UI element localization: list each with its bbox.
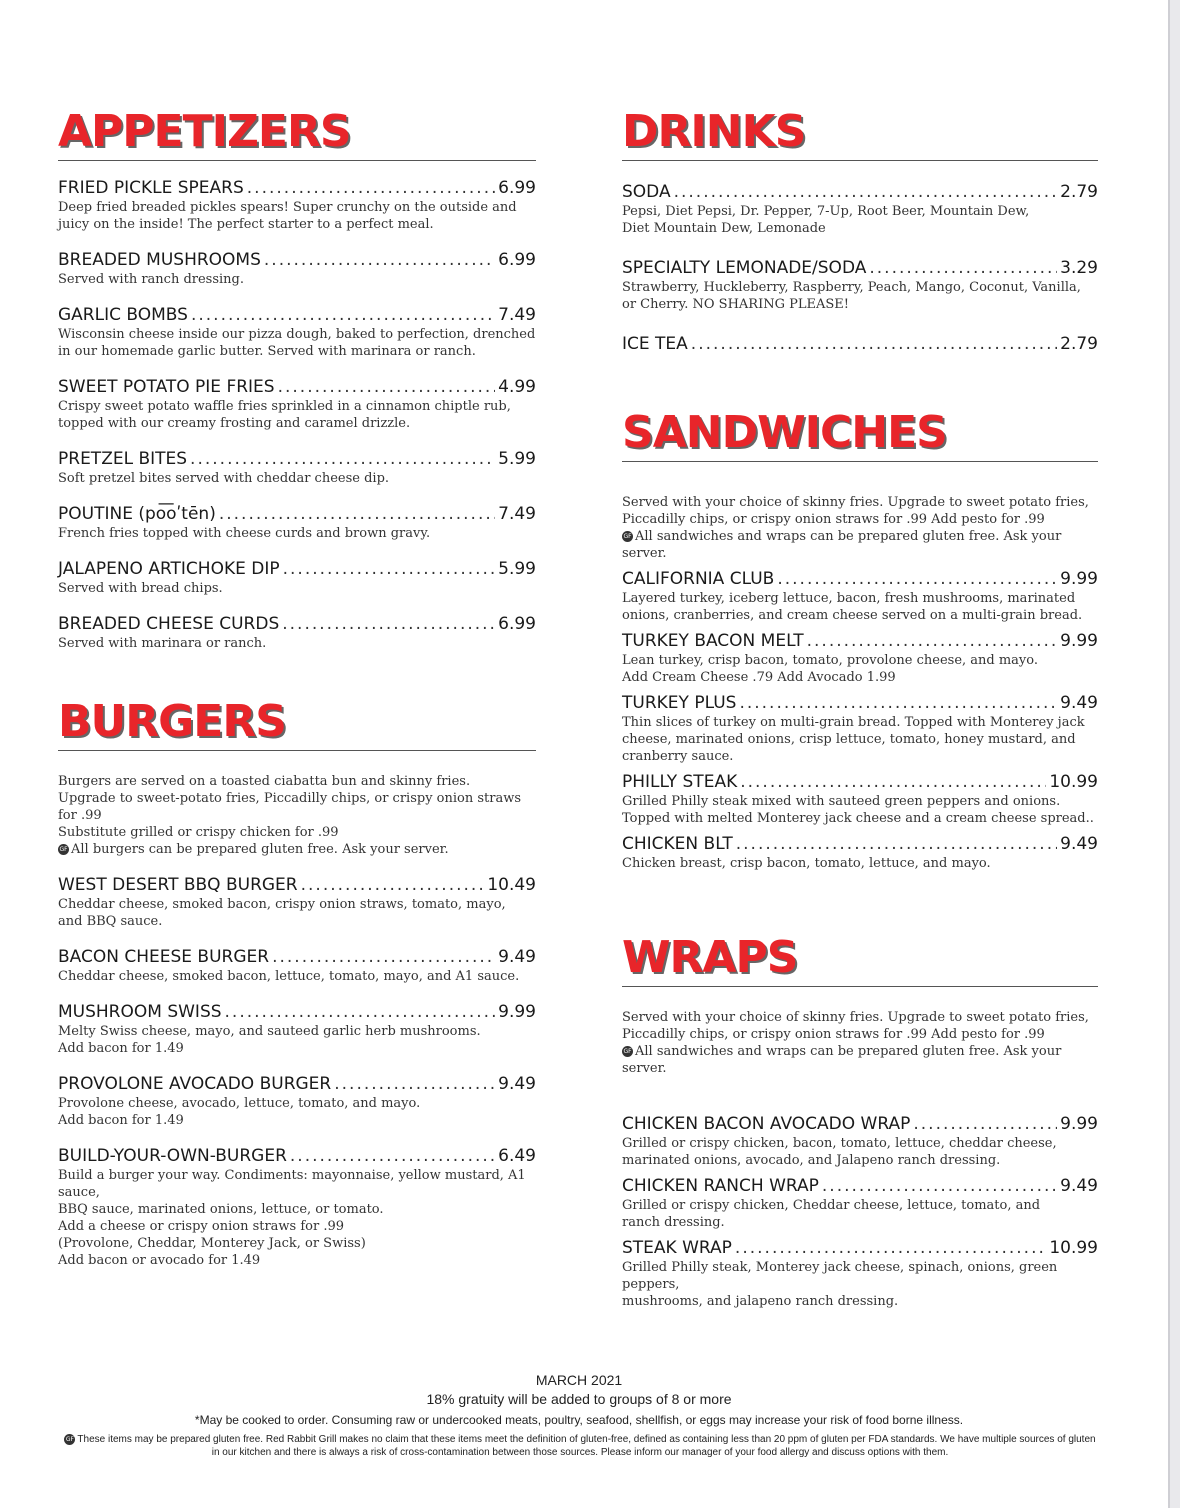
burgers-intro-line: Substitute grilled or crispy chicken for .99	[58, 825, 339, 840]
menu-item	[58, 874, 536, 930]
menu-item	[622, 692, 1098, 765]
menu-item	[58, 448, 536, 487]
menu-item-line	[58, 503, 536, 525]
menu-item-description: Add a cheese or crispy onion straws for .99	[58, 1219, 345, 1234]
menu-item-price: 6.99	[498, 178, 536, 198]
sandwiches-intro	[622, 494, 1098, 562]
menu-item-description: Chicken breast, crisp bacon, tomato, lettuce, and mayo.	[622, 856, 991, 871]
menu-date: MARCH 2021	[535, 1372, 623, 1388]
menu-item-description: Pepsi, Diet Pepsi, Dr. Pepper, 7-Up, Root Beer, Mountain Dew,	[622, 204, 1030, 219]
dot-leader	[247, 177, 495, 199]
menu-item	[58, 304, 536, 360]
burgers-heading: BURGERS	[58, 696, 286, 747]
menu-item	[58, 1145, 536, 1269]
menu-item-name: PROVOLONE AVOCADO BURGER	[58, 1074, 332, 1094]
menu-item-description: ranch dressing.	[622, 1215, 725, 1230]
dot-leader	[807, 630, 1058, 652]
appetizers-section	[58, 106, 536, 652]
menu-item-name: CHICKEN BACON AVOCADO WRAP	[622, 1114, 911, 1134]
menu-item-description: in our homemade garlic butter. Served with marinara or ranch.	[58, 344, 476, 359]
wraps-rule	[622, 986, 1098, 987]
sandwiches-gf-text: All sandwiches and wraps can be prepared gluten free. Ask your server.	[622, 529, 1062, 561]
drinks-list	[622, 181, 1098, 355]
menu-item-price: 9.99	[1060, 569, 1098, 589]
menu-item-name: SWEET POTATO PIE FRIES	[58, 377, 275, 397]
dot-leader	[219, 503, 495, 525]
menu-item-price: 10.49	[487, 875, 536, 895]
menu-item-description: Strawberry, Huckleberry, Raspberry, Peach, Mango, Coconut, Vanilla,	[622, 280, 1081, 295]
menu-item-price: 9.49	[498, 947, 536, 967]
menu-item-line	[622, 333, 1098, 355]
menu-item-description: Diet Mountain Dew, Lemonade	[622, 221, 826, 236]
gluten-free-icon: GF	[65, 1435, 74, 1443]
menu-item-description: Build a burger your way. Condiments: mayonnaise, yellow mustard, A1 sauce,	[58, 1168, 526, 1200]
menu-item-description: juicy on the inside! The perfect starter to a perfect meal.	[58, 217, 434, 232]
menu-item	[622, 333, 1098, 355]
sandwiches-list	[622, 568, 1098, 872]
menu-item-description: Topped with melted Monterey jack cheese and a cream cheese spread..	[622, 811, 1094, 826]
dot-leader	[740, 771, 1046, 793]
menu-item-price: 4.99	[498, 377, 536, 397]
menu-item-name: SODA	[622, 182, 671, 202]
menu-item-description: Deep fried breaded pickles spears! Super crunchy on the outside and	[58, 200, 517, 215]
menu-item-name: POUTINE (po͞oʹtēn)	[58, 504, 216, 524]
gluten-free-icon: GF	[623, 533, 632, 540]
menu-item-price: 5.99	[498, 559, 536, 579]
menu-item	[58, 613, 536, 652]
menu-item-description: Wisconsin cheese inside our pizza dough, baked to perfection, drenched	[58, 327, 536, 342]
dot-leader	[777, 568, 1057, 590]
menu-item-price: 6.99	[498, 614, 536, 634]
sandwiches-gf-note	[622, 528, 1098, 562]
menu-item-name: PRETZEL BITES	[58, 449, 188, 469]
menu-item-price: 5.99	[498, 449, 536, 469]
menu-item-price: 9.49	[1060, 834, 1098, 854]
menu-item-description: and BBQ sauce.	[58, 914, 163, 929]
menu-item-line	[622, 630, 1098, 652]
gluten-free-disclaimer-text: These items may be prepared gluten free. Red Rabbit Grill makes no claim that these items meet the definition of gluten-free, defined as containing less than 20 ppm of gluten per FDA standards. We have multiple sources of gluten in our kitchen and there is always a risk of cross-contamination between those sources. Please inform our manager of your food allergy and discuss options with them.	[77, 1434, 1096, 1458]
menu-item-line	[622, 692, 1098, 714]
gluten-free-icon: GF	[623, 1048, 632, 1055]
menu-item-description: (Provolone, Cheddar, Monterey Jack, or Swiss)	[58, 1236, 366, 1251]
dot-leader	[225, 1001, 496, 1023]
menu-item	[622, 1113, 1098, 1169]
gluten-free-disclaimer	[60, 1433, 1100, 1459]
menu-item-price: 2.79	[1060, 334, 1098, 354]
dot-leader	[334, 1073, 495, 1095]
menu-item-description: Served with ranch dressing.	[58, 272, 244, 287]
dot-leader	[869, 257, 1057, 279]
menu-item-description: Grilled or crispy chicken, Cheddar cheese, lettuce, tomato, and	[622, 1198, 1041, 1213]
menu-item-line	[622, 771, 1098, 793]
menu-item-description: Grilled Philly steak mixed with sauteed green peppers and onions.	[622, 794, 1061, 809]
menu-item-description: topped with our creamy frosting and caramel drizzle.	[58, 416, 411, 431]
menu-item-name: CHICKEN BLT	[622, 834, 733, 854]
menu-item-name: TURKEY PLUS	[622, 693, 737, 713]
menu-item	[622, 771, 1098, 827]
menu-item-line	[58, 613, 536, 635]
sandwiches-heading: SANDWICHES	[622, 407, 947, 458]
menu-item-description: Served with bread chips.	[58, 581, 223, 596]
appetizers-list	[58, 177, 536, 652]
menu-item-price: 6.49	[498, 1146, 536, 1166]
menu-item-description: marinated onions, avocado, and Jalapeno ranch dressing.	[622, 1153, 1001, 1168]
wraps-section	[622, 932, 1098, 1310]
menu-item	[58, 1001, 536, 1057]
appetizers-rule	[58, 160, 536, 161]
burgers-intro	[58, 773, 536, 858]
menu-item-description: Grilled or crispy chicken, bacon, tomato, lettuce, cheddar cheese,	[622, 1136, 1057, 1151]
menu-item-description: Cheddar cheese, smoked bacon, lettuce, tomato, mayo, and A1 sauce.	[58, 969, 520, 984]
food-safety-warning: *May be cooked to order. Consuming raw or undercooked meats, poultry, seafood, shellfish, or eggs may increase your risk of food borne illness.	[194, 1413, 964, 1427]
menu-item-name: GARLIC BOMBS	[58, 305, 188, 325]
menu-item	[58, 249, 536, 288]
menu-item-price: 9.99	[498, 1002, 536, 1022]
menu-item	[58, 503, 536, 542]
wraps-gf-text: All sandwiches and wraps can be prepared gluten free. Ask your server.	[622, 1044, 1062, 1076]
menu-item-name: CHICKEN RANCH WRAP	[622, 1176, 819, 1196]
menu-item-price: 9.49	[1060, 1176, 1098, 1196]
menu-item-line	[58, 874, 536, 896]
menu-item	[622, 181, 1098, 237]
dot-leader	[283, 558, 496, 580]
dot-leader	[190, 448, 495, 470]
wraps-list	[622, 1113, 1098, 1310]
menu-item-description: Thin slices of turkey on multi-grain bread. Topped with Monterey jack	[622, 715, 1085, 730]
menu-item	[58, 1073, 536, 1129]
sandwiches-section	[622, 407, 1098, 872]
menu-item-price: 9.49	[1060, 693, 1098, 713]
menu-item-name: TURKEY BACON MELT	[622, 631, 804, 651]
menu-item-line	[58, 946, 536, 968]
menu-item-name: BREADED MUSHROOMS	[58, 250, 261, 270]
menu-item-description: Grilled Philly steak, Monterey jack cheese, spinach, onions, green peppers,	[622, 1260, 1058, 1292]
gratuity-note: 18% gratuity will be added to groups of 8 or more	[426, 1391, 732, 1407]
menu-item-name: BREADED CHEESE CURDS	[58, 614, 280, 634]
menu-item-line	[622, 1175, 1098, 1197]
menu-item-name: SPECIALTY LEMONADE/SODA	[622, 258, 867, 278]
dot-leader	[913, 1113, 1057, 1135]
appetizers-heading: APPETIZERS	[58, 106, 351, 157]
burgers-gf-note	[58, 841, 536, 858]
menu-item-description: Add Cream Cheese .79 Add Avocado 1.99	[622, 670, 896, 685]
dot-leader	[290, 1145, 495, 1167]
menu-item-line	[622, 1237, 1098, 1259]
menu-item-price: 7.49	[498, 504, 536, 524]
menu-item	[58, 376, 536, 432]
dot-leader	[822, 1175, 1057, 1197]
dot-leader	[282, 613, 495, 635]
dot-leader	[191, 304, 495, 326]
menu-item-name: WEST DESERT BBQ BURGER	[58, 875, 298, 895]
menu-item-description: Layered turkey, iceberg lettuce, bacon, fresh mushrooms, marinated	[622, 591, 1076, 606]
menu-item-description: Melty Swiss cheese, mayo, and sauteed garlic herb mushrooms.	[58, 1024, 481, 1039]
menu-item	[622, 568, 1098, 624]
menu-item-price: 10.99	[1049, 772, 1098, 792]
menu-item-description: BBQ sauce, marinated onions, lettuce, or tomato.	[58, 1202, 384, 1217]
menu-item-description: French fries topped with cheese curds and brown gravy.	[58, 526, 431, 541]
wraps-gf-note	[622, 1043, 1098, 1077]
menu-item-price: 9.99	[1060, 1114, 1098, 1134]
menu-item-name: MUSHROOM SWISS	[58, 1002, 222, 1022]
sandwiches-intro-line: Served with your choice of skinny fries. Upgrade to sweet potato fries,	[622, 495, 1089, 510]
menu-item-line	[58, 448, 536, 470]
menu-item-description: Soft pretzel bites served with cheddar cheese dip.	[58, 471, 390, 486]
menu-item	[622, 630, 1098, 686]
menu-item-line	[58, 376, 536, 398]
menu-item	[622, 1237, 1098, 1310]
menu-item-name: ICE TEA	[622, 334, 688, 354]
page-edge	[1168, 0, 1170, 1508]
menu-item-description: Add bacon for 1.49	[58, 1113, 184, 1128]
gluten-free-icon: GF	[59, 846, 68, 853]
menu-item-description: Served with marinara or ranch.	[58, 636, 267, 651]
menu-item-line	[622, 1113, 1098, 1135]
dot-leader	[691, 333, 1057, 355]
menu-item-name: BUILD-YOUR-OWN-BURGER	[58, 1146, 287, 1166]
dot-leader	[278, 376, 496, 398]
menu-item-price: 10.99	[1049, 1238, 1098, 1258]
menu-item-name: BACON CHEESE BURGER	[58, 947, 270, 967]
dot-leader	[739, 692, 1057, 714]
wraps-intro-line: Served with your choice of skinny fries. Upgrade to sweet potato fries,	[622, 1010, 1089, 1025]
menu-item-line	[58, 249, 536, 271]
menu-item-description: mushrooms, and jalapeno ranch dressing.	[622, 1294, 899, 1309]
menu-item-price: 9.99	[1060, 631, 1098, 651]
menu-item	[58, 558, 536, 597]
menu-item-line	[622, 568, 1098, 590]
menu-item-line	[622, 257, 1098, 279]
dot-leader	[736, 833, 1057, 855]
menu-item-line	[58, 1145, 536, 1167]
menu-item-price: 6.99	[498, 250, 536, 270]
menu-item-line	[58, 558, 536, 580]
drinks-section	[622, 106, 1098, 355]
menu-item-line	[622, 181, 1098, 203]
burgers-rule	[58, 750, 536, 751]
dot-leader	[272, 946, 495, 968]
menu-item-line	[58, 177, 536, 199]
menu-item	[58, 946, 536, 985]
menu-item-name: STEAK WRAP	[622, 1238, 732, 1258]
menu-item-description: or Cherry. NO SHARING PLEASE!	[622, 297, 849, 312]
burgers-intro-line: Burgers are served on a toasted ciabatta bun and skinny fries.	[58, 774, 471, 789]
menu-item-line	[58, 1001, 536, 1023]
menu-item-description: onions, cranberries, and cream cheese served on a multi-grain bread.	[622, 608, 1083, 623]
menu-item-description: Cheddar cheese, smoked bacon, crispy onion straws, tomato, mayo,	[58, 897, 506, 912]
dot-leader	[264, 249, 495, 271]
menu-item-description: cheese, marinated onions, crisp lettuce, tomato, honey mustard, and	[622, 732, 1076, 747]
menu-item-description: Lean turkey, crisp bacon, tomato, provolone cheese, and mayo.	[622, 653, 1038, 668]
menu-item-name: FRIED PICKLE SPEARS	[58, 178, 244, 198]
sandwiches-rule	[622, 461, 1098, 462]
left-column	[58, 100, 536, 1269]
menu-item-price: 7.49	[498, 305, 536, 325]
drinks-rule	[622, 160, 1098, 161]
dot-leader	[735, 1237, 1046, 1259]
menu-item-name: JALAPENO ARTICHOKE DIP	[58, 559, 280, 579]
right-column	[622, 100, 1098, 1310]
menu-item-name: CALIFORNIA CLUB	[622, 569, 775, 589]
menu-item-line	[58, 304, 536, 326]
menu-item	[622, 833, 1098, 872]
menu-item-description: cranberry sauce.	[622, 749, 734, 764]
menu-item-description: Add bacon for 1.49	[58, 1041, 184, 1056]
menu-item-price: 2.79	[1060, 182, 1098, 202]
menu-item-name: PHILLY STEAK	[622, 772, 738, 792]
menu-item	[622, 1175, 1098, 1231]
menu-item-line	[622, 833, 1098, 855]
dot-leader	[301, 874, 485, 896]
burgers-gf-text: All burgers can be prepared gluten free. Ask your server.	[71, 842, 449, 857]
menu-item	[622, 257, 1098, 313]
menu-item-description: Provolone cheese, avocado, lettuce, tomato, and mayo.	[58, 1096, 421, 1111]
wraps-intro-line: Piccadilly chips, or crispy onion straws for .99 Add pesto for .99	[622, 1027, 1045, 1042]
menu-item	[58, 177, 536, 233]
sandwiches-intro-line: Piccadilly chips, or crispy onion straws for .99 Add pesto for .99	[622, 512, 1045, 527]
burgers-section	[58, 696, 536, 1269]
wraps-heading: WRAPS	[622, 932, 798, 983]
menu-item-line	[58, 1073, 536, 1095]
burgers-list	[58, 874, 536, 1269]
burgers-intro-line: Upgrade to sweet-potato fries, Piccadilly chips, or crispy onion straws for .99	[58, 791, 522, 823]
menu-item-description: Add bacon or avocado for 1.49	[58, 1253, 261, 1268]
dot-leader	[674, 181, 1058, 203]
menu-item-description: Crispy sweet potato waffle fries sprinkled in a cinnamon chiptle rub,	[58, 399, 511, 414]
menu-item-price: 3.29	[1060, 258, 1098, 278]
menu-item-price: 9.49	[498, 1074, 536, 1094]
wraps-intro	[622, 1009, 1098, 1077]
drinks-heading: DRINKS	[622, 106, 806, 157]
